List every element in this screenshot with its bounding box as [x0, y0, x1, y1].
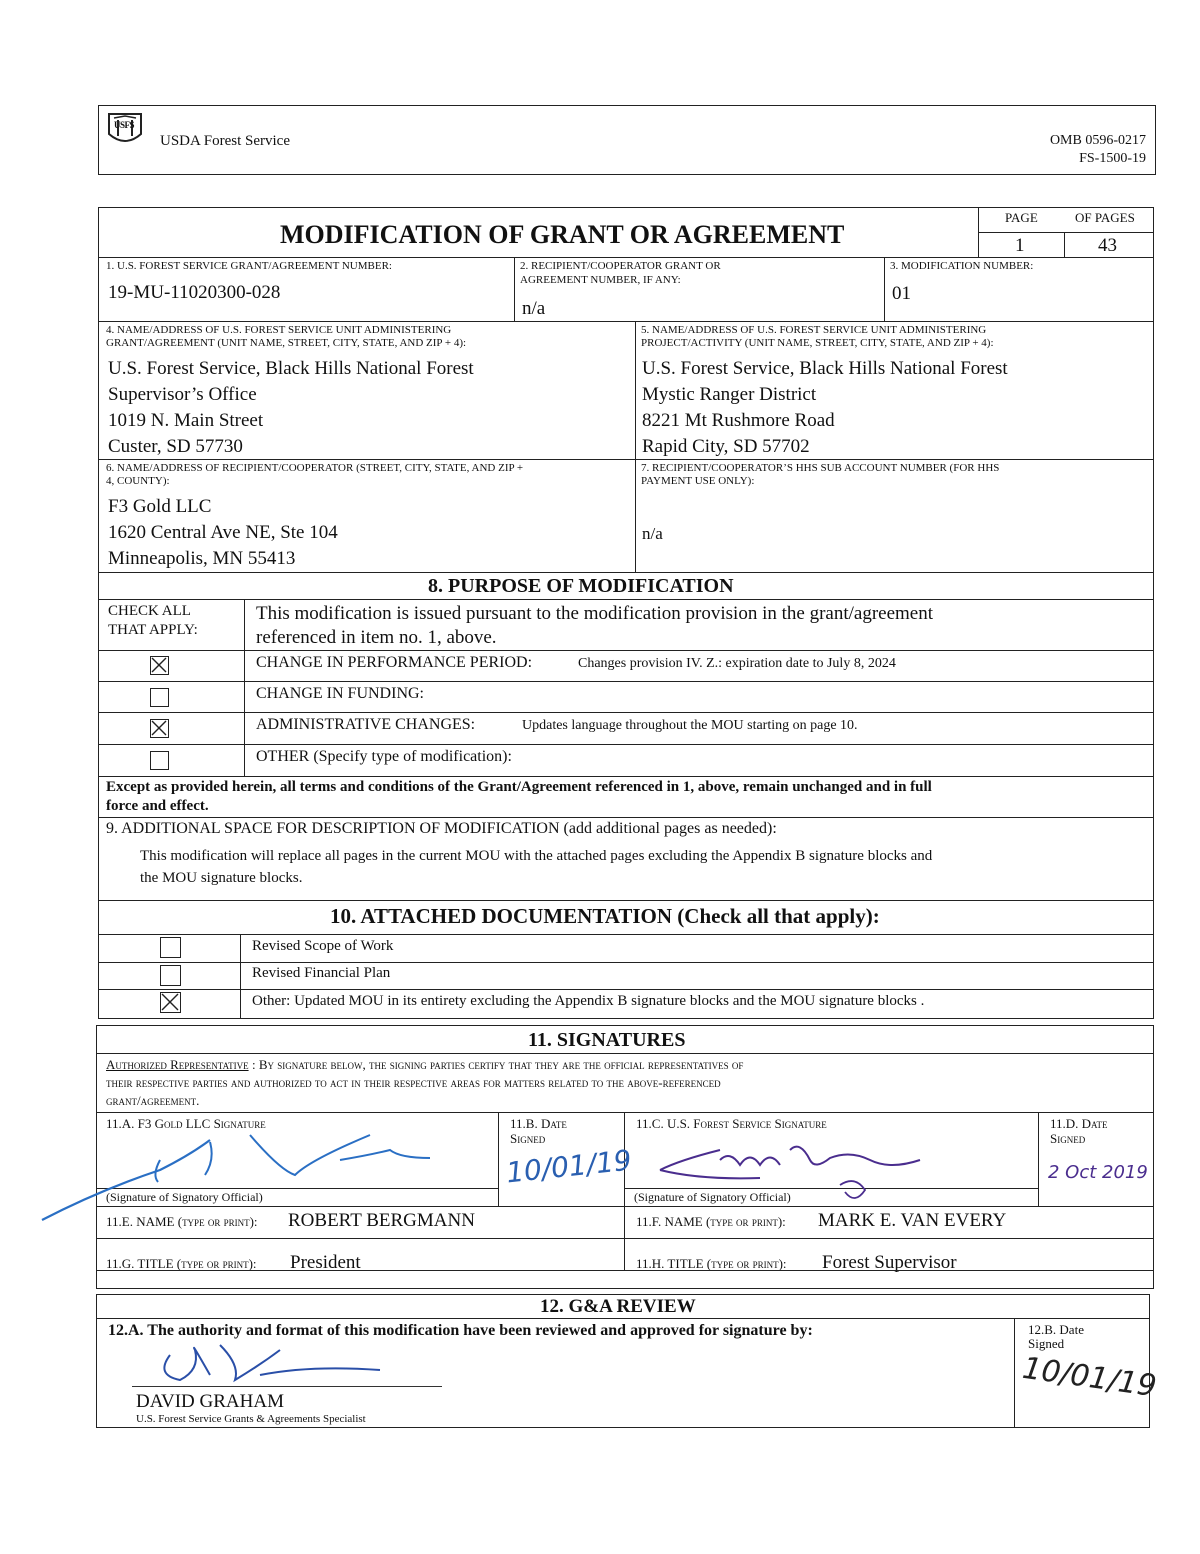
- forest-service-signature-label: 11.C. U.S. Forest Service Signature: [636, 1116, 827, 1131]
- signatures-heading: 11. SIGNATURES: [528, 1029, 686, 1051]
- modification-number: 01: [892, 283, 911, 304]
- field-2-label-line2: AGREEMENT NUMBER, IF ANY:: [520, 274, 681, 286]
- field-4-label-line2: GRANT/AGREEMENT (UNIT NAME, STREET, CITY, STATE, AND ZIP + 4):: [106, 337, 467, 349]
- forest-service-date-label-line2: Signed: [1050, 1131, 1086, 1146]
- field-5-label: 5. NAME/ADDRESS OF U.S. FOREST SERVICE UNIT ADMINISTERING: [641, 324, 987, 336]
- funding-label: CHANGE IN FUNDING:: [256, 685, 424, 702]
- forest-service-date-signed: 2 Oct 2019: [1048, 1162, 1148, 1183]
- agency-name: USDA Forest Service: [160, 133, 290, 149]
- review-statement: 12.A. The authority and format of this modification have been reviewed and approved for signature by:: [108, 1322, 813, 1339]
- project-unit-line-4: Rapid City, SD 57702: [642, 436, 810, 457]
- other-attachment-checkbox[interactable]: [160, 992, 181, 1013]
- other-modification-label: OTHER (Specify type of modification):: [256, 748, 512, 765]
- forest-service-signatory-caption: (Signature of Signatory Official): [634, 1190, 791, 1204]
- check-all-label: CHECK ALL: [108, 603, 191, 619]
- recipient-signatory-caption: (Signature of Signatory Official): [106, 1190, 263, 1204]
- performance-period-checkbox[interactable]: [150, 656, 169, 675]
- field-6-label-line2: 4, COUNTY):: [106, 475, 170, 487]
- review-date-label: 12.B. Date: [1028, 1322, 1084, 1337]
- authorized-representative-text-line3: grant/agreement.: [106, 1093, 200, 1108]
- recipient-date-label-line2: Signed: [510, 1131, 546, 1146]
- admin-unit-line-1: U.S. Forest Service, Black Hills National Forest: [108, 358, 474, 379]
- recipient-agreement-number: n/a: [522, 298, 546, 319]
- field-5-label-line2: PROJECT/ACTIVITY (UNIT NAME, STREET, CITY, STATE, AND ZIP + 4):: [641, 337, 994, 349]
- administrative-changes-detail: Updates language throughout the MOU starting on page 10.: [522, 718, 858, 733]
- recipient-signature-label: 11.A. F3 Gold LLC Signature: [106, 1116, 266, 1131]
- recipient-title-label: 11.G. TITLE (type or print):: [106, 1256, 257, 1271]
- form-title: MODIFICATION OF GRANT OR AGREEMENT: [280, 220, 845, 249]
- page-label: PAGE: [1005, 210, 1038, 225]
- recipient-name-label: 11.E. NAME (type or print):: [106, 1214, 258, 1229]
- authorized-representative-lead: Authorized Representative: [106, 1057, 249, 1072]
- project-unit-line-3: 8221 Mt Rushmore Road: [642, 410, 835, 431]
- forest-service-date-label: 11.D. Date: [1050, 1116, 1108, 1131]
- of-pages-label: OF PAGES: [1075, 210, 1135, 225]
- review-date-label-line2: Signed: [1028, 1336, 1065, 1351]
- administrative-changes-checkbox[interactable]: [150, 719, 169, 738]
- funding-checkbox[interactable]: [150, 688, 169, 707]
- reviewer-signature-image: [150, 1335, 410, 1390]
- revised-scope-checkbox[interactable]: [160, 937, 181, 958]
- purpose-intro-line2: referenced in item no. 1, above.: [256, 627, 497, 648]
- recipient-line-3: Minneapolis, MN 55413: [108, 548, 296, 569]
- administrative-changes-label: ADMINISTRATIVE CHANGES:: [256, 716, 476, 733]
- project-unit-line-2: Mystic Ranger District: [642, 384, 817, 405]
- check-all-label-line2: THAT APPLY:: [108, 622, 198, 638]
- forest-service-name-label: 11.F. NAME (type or print):: [636, 1214, 786, 1229]
- field-1-label: 1. U.S. FOREST SERVICE GRANT/AGREEMENT NUMBER:: [106, 260, 392, 272]
- other-modification-checkbox[interactable]: [150, 751, 169, 770]
- except-provided-notice-line2: force and effect.: [106, 798, 209, 814]
- field-7-label: 7. RECIPIENT/COOPERATOR’S HHS SUB ACCOUNT NUMBER (FOR HHS: [641, 462, 1000, 474]
- additional-description-text-line2: the MOU signature blocks.: [140, 870, 303, 886]
- field-7-label-line2: PAYMENT USE ONLY):: [641, 475, 755, 487]
- forest-service-signatory-name: MARK E. VAN EVERY: [818, 1210, 1007, 1231]
- project-unit-line-1: U.S. Forest Service, Black Hills National Forest: [642, 358, 1008, 379]
- recipient-date-signed: 10/01/19: [504, 1143, 634, 1190]
- usfs-logo-text: USFS: [114, 120, 135, 130]
- recipient-line-1: F3 Gold LLC: [108, 496, 212, 517]
- recipient-line-2: 1620 Central Ave NE, Ste 104: [108, 522, 338, 543]
- recipient-signatory-name: ROBERT BERGMANN: [288, 1210, 475, 1231]
- performance-period-label: CHANGE IN PERFORMANCE PERIOD:: [256, 654, 533, 671]
- admin-unit-line-4: Custer, SD 57730: [108, 436, 243, 457]
- revised-financial-plan-checkbox[interactable]: [160, 965, 181, 986]
- attached-documentation-heading: 10. ATTACHED DOCUMENTATION (Check all that apply):: [330, 904, 880, 928]
- admin-unit-line-2: Supervisor’s Office: [108, 384, 257, 405]
- review-date-signed: 10/01/19: [1020, 1350, 1159, 1405]
- purpose-intro: This modification is issued pursuant to the modification provision in the grant/agreement: [256, 603, 934, 624]
- recipient-date-label: 11.B. Date: [510, 1116, 567, 1131]
- form-number: FS-1500-19: [1079, 151, 1146, 166]
- field-3-label: 3. MODIFICATION NUMBER:: [890, 260, 1034, 272]
- omb-number: OMB 0596-0217: [1049, 133, 1146, 148]
- grant-agreement-number: 19-MU-11020300-028: [108, 282, 281, 303]
- revised-scope-label: Revised Scope of Work: [252, 938, 394, 954]
- except-provided-notice: Except as provided herein, all terms and conditions of the Grant/Agreement referenced in 1, above, remain unchanged and in full: [106, 779, 932, 795]
- admin-unit-line-3: 1019 N. Main Street: [108, 410, 264, 431]
- review-heading: 12. G&A REVIEW: [540, 1296, 696, 1317]
- hhs-sub-account: n/a: [642, 524, 663, 543]
- field-2-label: 2. RECIPIENT/COOPERATOR GRANT OR: [520, 260, 721, 272]
- reviewer-role: U.S. Forest Service Grants & Agreements Specialist: [136, 1413, 366, 1425]
- usfs-shield-icon: [106, 112, 144, 148]
- other-attachment-label: Other: Updated MOU in its entirety excluding the Appendix B signature blocks and the MOU signature blocks .: [252, 993, 925, 1009]
- performance-period-detail: Changes provision IV. Z.: expiration date to July 8, 2024: [578, 656, 896, 671]
- authorized-representative-text-line2: their respective parties and authorized to act in their respective areas for matters related to the above-referenced: [106, 1075, 721, 1090]
- additional-description-heading: 9. ADDITIONAL SPACE FOR DESCRIPTION OF MODIFICATION (add additional pages as needed):: [106, 820, 777, 837]
- revised-financial-plan-label: Revised Financial Plan: [252, 965, 391, 981]
- field-6-label: 6. NAME/ADDRESS OF RECIPIENT/COOPERATOR (STREET, CITY, STATE, AND ZIP +: [106, 462, 524, 474]
- total-pages: 43: [1098, 235, 1117, 256]
- additional-description-text: This modification will replace all pages in the current MOU with the attached pages excluding the Appendix B signature blocks and: [140, 848, 933, 864]
- reviewer-name: DAVID GRAHAM: [136, 1391, 284, 1412]
- forest-service-signature-image: [640, 1130, 940, 1210]
- page-number: 1: [1015, 235, 1025, 256]
- forest-service-title-label: 11.H. TITLE (type or print):: [636, 1256, 787, 1271]
- forest-service-signatory-title: Forest Supervisor: [822, 1252, 957, 1273]
- recipient-signatory-title: President: [290, 1252, 361, 1273]
- purpose-heading: 8. PURPOSE OF MODIFICATION: [428, 575, 734, 597]
- authorized-representative-text: : By signature below, the signing parties certify that they are the official representatives of: [252, 1057, 744, 1072]
- field-4-label: 4. NAME/ADDRESS OF U.S. FOREST SERVICE UNIT ADMINISTERING: [106, 324, 452, 336]
